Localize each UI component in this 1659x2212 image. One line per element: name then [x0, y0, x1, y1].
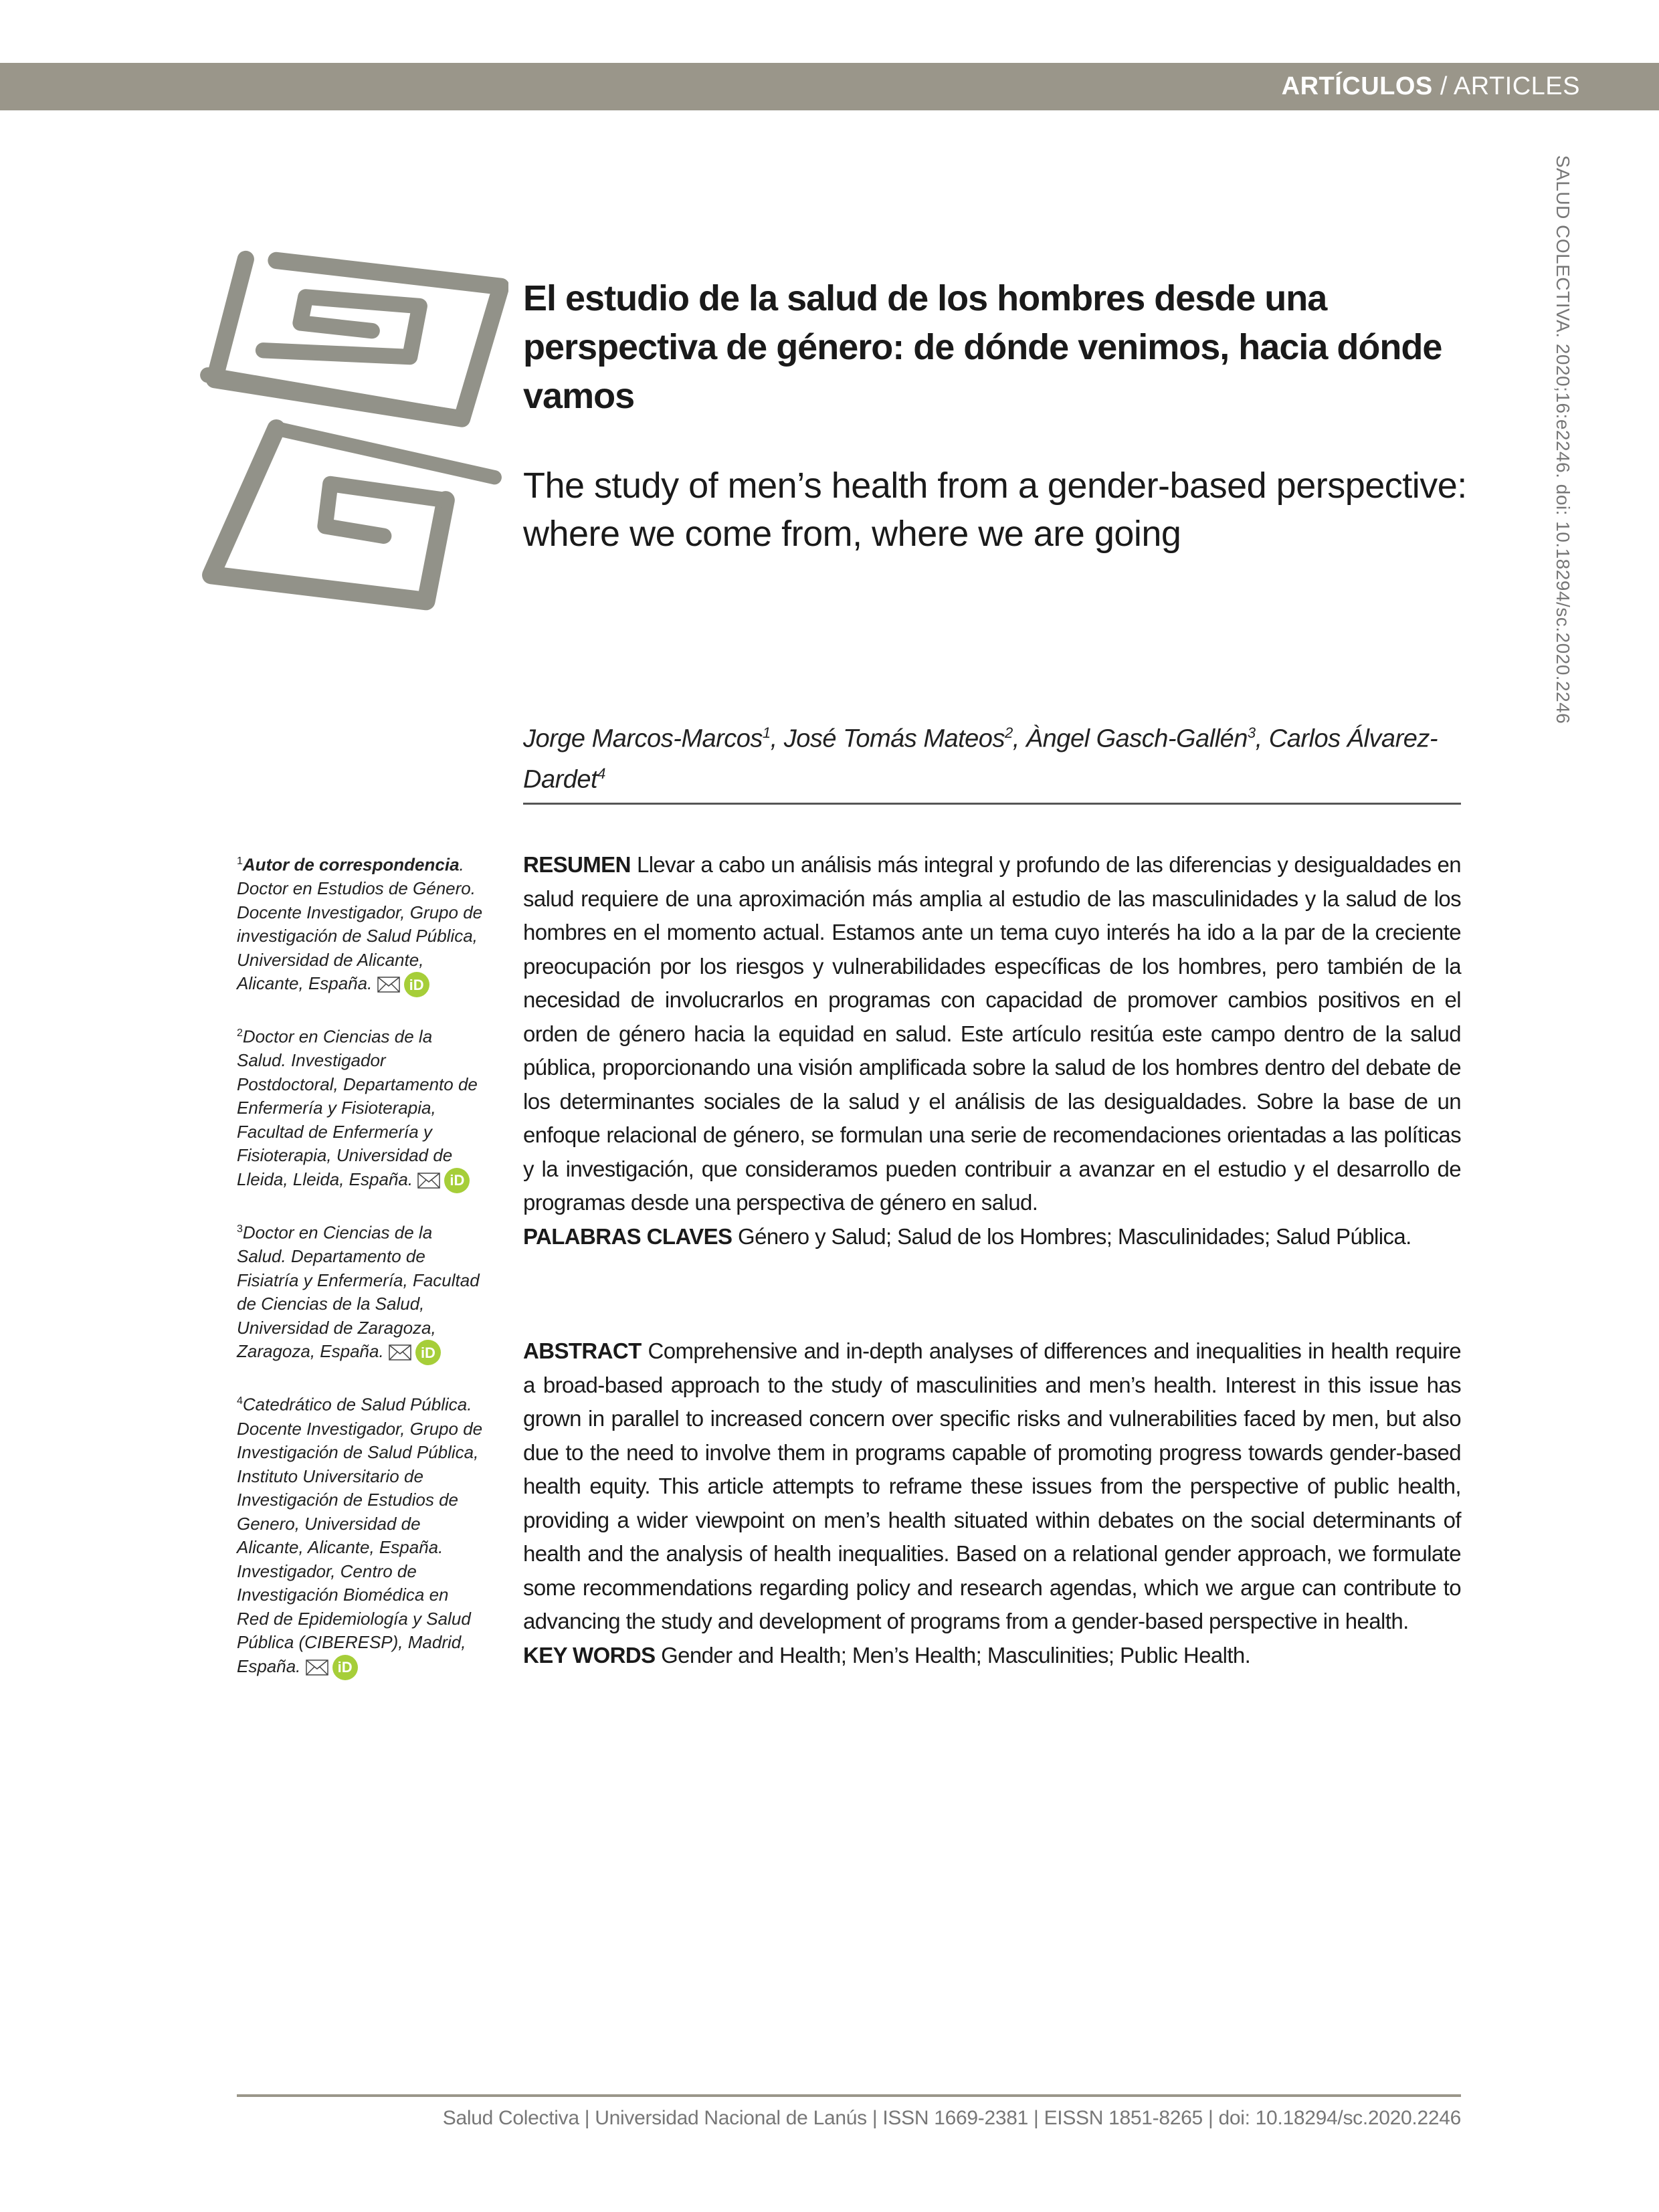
affiliation-text: Catedrático de Salud Pública. Docente Investigador, Grupo de Investigación de Salud Pública, Instituto Universitario de Investigación de Estudios de Genero, Universidad de Alicante, Alicante, España. Investigador, Centro de Investigación Biomédica en Red de Epidemiología y Salud Pública (CIBERESP), Madrid, España. — [237, 1395, 483, 1676]
key-words-text: Gender and Health; Men’s Health; Masculinities; Public Health. — [661, 1642, 1251, 1668]
key-words-label: KEY WORDS — [523, 1642, 656, 1668]
affiliation-number: 2 — [237, 1027, 243, 1039]
palabras-claves — [523, 1220, 1461, 1254]
orcid-icon[interactable]: iD — [444, 1168, 470, 1193]
resumen-label: RESUMEN — [523, 852, 631, 877]
key-words — [523, 1639, 1461, 1673]
affiliation-text: . Doctor en Estudios de Género. Docente Investigador, Grupo de investigación de Salud Pública, Universidad de Alicante, Alicante, España. — [237, 854, 483, 994]
section-header-bar — [0, 63, 1659, 110]
author-name[interactable]: José Tomás Mateos — [783, 724, 1005, 753]
affiliation-1 — [237, 849, 484, 997]
corresponding-author-label: Autor de correspondencia — [242, 854, 460, 875]
affiliation-2 — [237, 1021, 484, 1193]
author-affiliation-ref[interactable]: 3 — [1247, 724, 1256, 741]
author-affiliation-ref[interactable]: 1 — [762, 724, 771, 741]
author-name[interactable]: Carlos Álvarez-Dardet — [523, 724, 1438, 794]
affiliation-number: 1 — [237, 856, 243, 867]
article-title-spanish: El estudio de la salud de los hombres desde una perspectiva de género: de dónde venimos, hacia dónde vamos — [523, 278, 1442, 416]
section-separator: / — [1432, 72, 1454, 100]
double-spiral-logo-icon — [194, 246, 508, 741]
article-title-english: The study of men’s health from a gender-based perspective: where we come from, where we are going — [523, 466, 1467, 554]
orcid-icon[interactable]: iD — [415, 1340, 441, 1365]
header-divider — [523, 803, 1461, 805]
palabras-claves-text: Género y Salud; Salud de los Hombres; Masculinidades; Salud Pública. — [738, 1223, 1411, 1249]
resumen-section — [523, 848, 1461, 1253]
envelope-icon[interactable] — [417, 1173, 440, 1189]
author-affiliation-ref[interactable]: 4 — [597, 765, 605, 782]
abstract-text: Comprehensive and in-depth analyses of differences and inequalities in health require a broad-based approach to the study of masculinities and men’s health. Interest in this issue has grown in parallel to increased concern over specific risks and vulnerabilities faced by men, but also due to the need to involve them in programs capable of promoting progress towards gender-based health equity. This article attempts to reframe these issues from the perspective of public health, providing a wider viewpoint on men’s health situated within debates on the social determinants of health and the analysis of health inequalities. Based on a relational gender approach, we formulate some recommendations regarding policy and research agendas, which we argue can contribute to advancing the study and development of programs from a gender-based perspective in health. — [523, 1338, 1461, 1633]
journal-footer: Salud Colectiva | Universidad Nacional de Lanús | ISSN 1669-2381 | EISSN 1851-8265 | doi: 10.18294/sc.2020.2246 — [442, 2107, 1461, 2129]
orcid-icon[interactable]: iD — [404, 972, 429, 997]
affiliation-number: 3 — [237, 1223, 243, 1235]
author-name[interactable]: Àngel Gasch-Gallén — [1026, 724, 1248, 753]
envelope-icon[interactable] — [389, 1344, 411, 1361]
palabras-claves-label: PALABRAS CLAVES — [523, 1223, 733, 1249]
envelope-icon[interactable] — [377, 977, 400, 993]
abstract-paragraph — [523, 1334, 1461, 1639]
affiliation-4 — [237, 1389, 484, 1680]
resumen-paragraph — [523, 848, 1461, 1220]
resumen-text: Llevar a cabo un análisis más integral y profundo de las diferencias y desigualdades en salud requiere de una aproximación más amplia al estudio de las masculinidades y la salud de los hombres en el momento actual. Estamos ante un tema cuyo interés ha ido a la par de la creciente preocupación por los riesgos y vulnerabilidades específicas de los hombres, pero también de la necesidad de involucrarlos en programas con capacidad de promover cambios positivos en el orden de género hacia la equidad en salud. Este artículo resitúa este campo dentro de la salud pública, proporcionando una visión amplificada sobre la salud de los hombres dentro del debate de los determinantes sociales de la salud y el análisis de las desigualdades. Sobre la base de un enfoque relacional de género, se formulan una serie de recomendaciones orientadas a las políticas y la investigación, que consideramos pueden contribuir a avanzar en el estudio y el desarrollo de programas desde una perspectiva de género en salud. — [523, 852, 1461, 1215]
author-affiliation-ref[interactable]: 2 — [1004, 724, 1013, 741]
affiliation-number: 4 — [237, 1395, 243, 1407]
abstract-section — [523, 1334, 1461, 1672]
section-label — [1282, 72, 1580, 101]
journal-citation-vertical: SALUD COLECTIVA. 2020;16:e2246. doi: 10.18294/sc.2020.2246 — [1553, 155, 1573, 724]
affiliation-text: Doctor en Ciencias de la Salud. Investigador Postdoctoral, Departamento de Enfermería y Fisioterapia, Facultad de Enfermería y Fisioterapia, Universidad de Lleida, Lleida, España. — [237, 1026, 478, 1189]
section-label-en: ARTICLES — [1453, 72, 1580, 100]
affiliation-3 — [237, 1217, 484, 1365]
section-label-es: ARTÍCULOS — [1281, 72, 1433, 100]
orcid-icon[interactable]: iD — [332, 1655, 358, 1680]
author-list: Jorge Marcos-Marcos$^1$, José Tomás Mateos$^2$, Àngel Gasch-Gallén$^3$, Carlos Álvarez-Dardet$^4$ — [523, 724, 1438, 794]
abstract-label: ABSTRACT — [523, 1338, 642, 1363]
affiliation-text: Doctor en Ciencias de la Salud. Departamento de Fisiatría y Enfermería, Facultad de Ciencias de la Salud, Universidad de Zaragoza, Zaragoza, España. — [237, 1222, 480, 1362]
author-name[interactable]: Jorge Marcos-Marcos — [523, 724, 763, 753]
footer-divider — [237, 2094, 1461, 2097]
envelope-icon[interactable] — [306, 1660, 328, 1676]
author-affiliations — [237, 849, 484, 1704]
